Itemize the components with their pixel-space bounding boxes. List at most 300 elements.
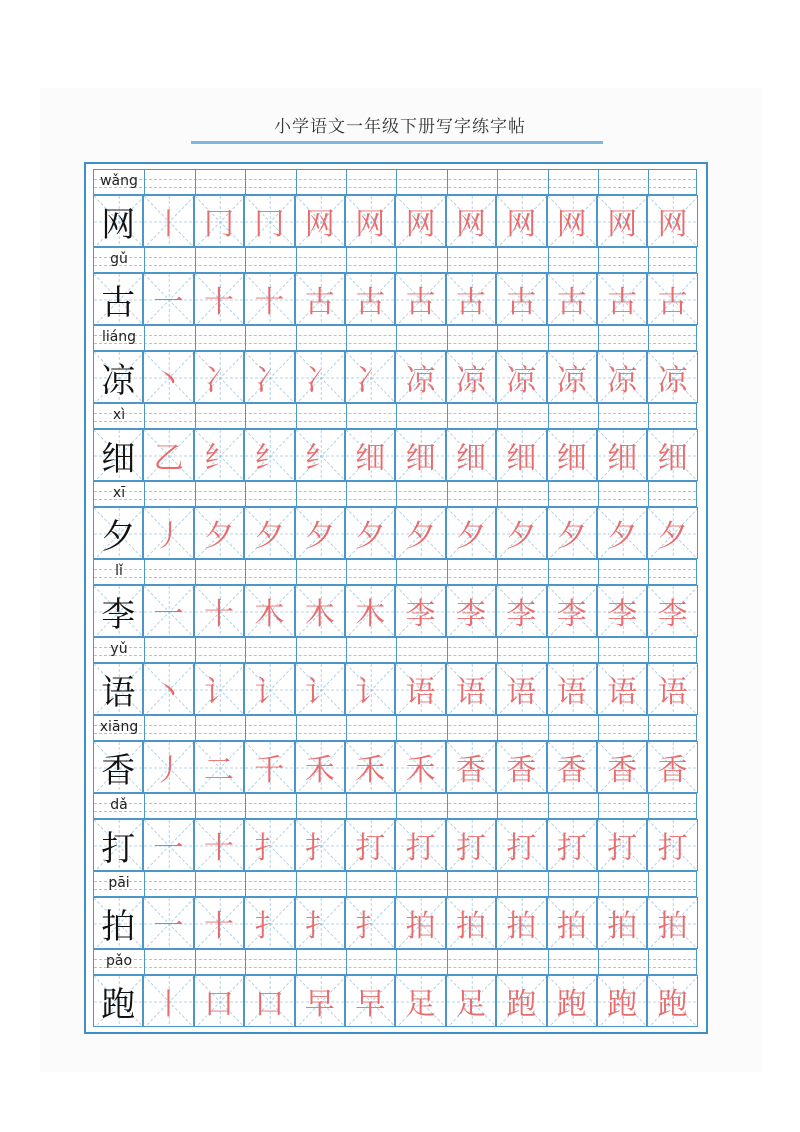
pinyin-column-divider xyxy=(548,794,549,818)
trace-character-cell[interactable] xyxy=(194,351,244,403)
trace-character-cell[interactable] xyxy=(597,819,647,871)
trace-character-cell[interactable] xyxy=(547,897,597,949)
trace-character-cell[interactable] xyxy=(194,585,244,637)
model-character-cell xyxy=(93,273,143,325)
trace-character-cell[interactable] xyxy=(345,507,395,559)
trace-character-cell[interactable] xyxy=(647,507,697,559)
trace-character-cell[interactable] xyxy=(647,585,697,637)
trace-character-cell[interactable] xyxy=(143,195,193,247)
stroke-order-character: 十 xyxy=(203,597,234,632)
trace-character-cell[interactable] xyxy=(647,741,697,793)
stroke-order-character: 打 xyxy=(506,831,537,866)
stroke-order-character: 一 xyxy=(153,285,184,320)
trace-character-cell[interactable] xyxy=(547,429,597,481)
trace-character-cell[interactable] xyxy=(446,507,496,559)
trace-character-cell[interactable] xyxy=(547,351,597,403)
trace-character-cell[interactable] xyxy=(446,663,496,715)
trace-character-cell[interactable] xyxy=(244,585,294,637)
trace-character-cell[interactable] xyxy=(143,819,193,871)
stroke-order-character: 香 xyxy=(455,753,486,788)
pinyin-column-divider xyxy=(346,794,347,818)
pinyin-column-divider xyxy=(245,794,246,818)
trace-character-cell[interactable] xyxy=(143,663,193,715)
pinyin-column-divider xyxy=(144,248,145,272)
stroke-order-character: 禾 xyxy=(405,753,436,788)
pinyin-column-divider xyxy=(548,950,549,974)
pinyin-column-divider xyxy=(144,482,145,506)
trace-character-cell[interactable] xyxy=(446,195,496,247)
pinyin-column-divider xyxy=(548,326,549,350)
pinyin-column-divider xyxy=(396,872,397,896)
pinyin-column-divider xyxy=(497,872,498,896)
pinyin-guide-line xyxy=(94,725,696,726)
trace-character-cell[interactable] xyxy=(143,273,193,325)
trace-character-cell[interactable] xyxy=(547,663,597,715)
trace-character-cell[interactable] xyxy=(647,351,697,403)
trace-character-cell[interactable] xyxy=(194,663,244,715)
trace-character-cell[interactable] xyxy=(143,897,193,949)
pinyin-guide-line xyxy=(94,187,696,188)
pinyin-band xyxy=(93,325,697,351)
trace-character-cell[interactable] xyxy=(395,507,445,559)
pinyin-column-divider xyxy=(245,716,246,740)
trace-character-cell[interactable] xyxy=(244,975,294,1027)
trace-character-cell[interactable] xyxy=(194,195,244,247)
trace-character-cell[interactable] xyxy=(496,585,546,637)
pinyin-column-divider xyxy=(195,638,196,662)
stroke-order-character: 十 xyxy=(203,909,234,944)
practice-row xyxy=(93,169,697,247)
pinyin-column-divider xyxy=(548,638,549,662)
pinyin-column-divider xyxy=(296,248,297,272)
pinyin-band xyxy=(93,793,697,819)
trace-character-cell[interactable] xyxy=(194,429,244,481)
stroke-order-character: 古 xyxy=(607,285,638,320)
trace-character-cell[interactable] xyxy=(295,897,345,949)
stroke-order-character: 细 xyxy=(455,441,486,476)
trace-character-cell[interactable] xyxy=(345,429,395,481)
trace-character-cell[interactable] xyxy=(547,195,597,247)
pinyin-guide-line xyxy=(94,491,696,492)
pinyin-column-divider xyxy=(598,794,599,818)
trace-character-cell[interactable] xyxy=(295,741,345,793)
pinyin-guide-line xyxy=(94,803,696,804)
pinyin-column-divider xyxy=(245,950,246,974)
pinyin-column-divider xyxy=(144,716,145,740)
stroke-order-character: 冫 xyxy=(203,363,234,398)
pinyin-column-divider xyxy=(396,248,397,272)
stroke-order-character: 凉 xyxy=(455,363,486,398)
pinyin-column-divider xyxy=(497,638,498,662)
trace-character-cell[interactable] xyxy=(194,897,244,949)
trace-character-cell[interactable] xyxy=(647,429,697,481)
trace-character-cell[interactable] xyxy=(143,429,193,481)
trace-character-cell[interactable] xyxy=(446,273,496,325)
trace-character-cell[interactable] xyxy=(446,429,496,481)
stroke-order-character: 语 xyxy=(506,675,537,710)
practice-row xyxy=(93,325,697,403)
stroke-order-character: 拍 xyxy=(506,909,537,944)
trace-character-cell[interactable] xyxy=(194,507,244,559)
pinyin-column-divider xyxy=(195,950,196,974)
trace-character-cell[interactable] xyxy=(345,585,395,637)
model-character: 跑 xyxy=(101,984,136,1025)
trace-character-cell[interactable] xyxy=(345,663,395,715)
trace-character-cell[interactable] xyxy=(345,195,395,247)
character-grid xyxy=(93,195,697,247)
trace-character-cell[interactable] xyxy=(647,897,697,949)
pinyin-column-divider xyxy=(144,326,145,350)
trace-character-cell[interactable] xyxy=(647,819,697,871)
pinyin-column-divider xyxy=(497,716,498,740)
pinyin-column-divider xyxy=(296,794,297,818)
stroke-order-character: 拍 xyxy=(657,909,688,944)
trace-character-cell[interactable] xyxy=(395,585,445,637)
trace-character-cell[interactable] xyxy=(547,819,597,871)
pinyin-guide-line xyxy=(94,179,696,180)
stroke-order-character: 古 xyxy=(506,285,537,320)
trace-character-cell[interactable] xyxy=(295,663,345,715)
trace-character-cell[interactable] xyxy=(496,429,546,481)
trace-character-cell[interactable] xyxy=(395,819,445,871)
pinyin-column-divider xyxy=(245,404,246,428)
pinyin-label: pāi xyxy=(108,875,130,891)
pinyin-column-divider xyxy=(648,560,649,584)
pinyin-label: lǐ xyxy=(115,563,123,579)
character-grid xyxy=(93,975,697,1027)
stroke-order-character: 早 xyxy=(355,987,386,1022)
trace-character-cell[interactable] xyxy=(143,351,193,403)
stroke-order-character: 细 xyxy=(607,441,638,476)
trace-character-cell[interactable] xyxy=(647,273,697,325)
pinyin-column-divider xyxy=(346,170,347,194)
pinyin-column-divider xyxy=(144,560,145,584)
stroke-order-character: 二 xyxy=(203,753,234,788)
trace-character-cell[interactable] xyxy=(194,975,244,1027)
stroke-order-character: 细 xyxy=(405,441,436,476)
pinyin-column-divider xyxy=(396,170,397,194)
pinyin-column-divider xyxy=(648,482,649,506)
stroke-order-character: 夕 xyxy=(304,519,335,554)
trace-character-cell[interactable] xyxy=(395,741,445,793)
trace-character-cell[interactable] xyxy=(496,975,546,1027)
pinyin-column-divider xyxy=(195,482,196,506)
trace-character-cell[interactable] xyxy=(547,585,597,637)
stroke-order-character: 木 xyxy=(355,597,386,632)
stroke-order-character: 跑 xyxy=(607,987,638,1022)
pinyin-guide-line xyxy=(94,413,696,414)
pinyin-column-divider xyxy=(396,638,397,662)
trace-character-cell[interactable] xyxy=(496,195,546,247)
trace-character-cell[interactable] xyxy=(295,273,345,325)
pinyin-guide-line xyxy=(94,811,696,812)
stroke-order-character: 夕 xyxy=(607,519,638,554)
trace-character-cell[interactable] xyxy=(345,897,395,949)
pinyin-column-divider xyxy=(396,794,397,818)
pinyin-column-divider xyxy=(245,248,246,272)
pinyin-column-divider xyxy=(497,482,498,506)
trace-character-cell[interactable] xyxy=(496,273,546,325)
trace-character-cell[interactable] xyxy=(345,741,395,793)
pinyin-column-divider xyxy=(648,326,649,350)
model-character: 打 xyxy=(101,828,136,869)
trace-character-cell[interactable] xyxy=(597,585,647,637)
model-character-cell xyxy=(93,663,143,715)
model-character-cell xyxy=(93,819,143,871)
trace-character-cell[interactable] xyxy=(345,273,395,325)
trace-character-cell[interactable] xyxy=(395,351,445,403)
trace-character-cell[interactable] xyxy=(395,897,445,949)
pinyin-column-divider xyxy=(548,482,549,506)
trace-character-cell[interactable] xyxy=(597,507,647,559)
stroke-order-character: 细 xyxy=(657,441,688,476)
pinyin-column-divider xyxy=(598,482,599,506)
stroke-order-character: 香 xyxy=(506,753,537,788)
trace-character-cell[interactable] xyxy=(395,429,445,481)
character-grid xyxy=(93,507,697,559)
pinyin-guide-line xyxy=(94,569,696,570)
stroke-order-character: 纟 xyxy=(203,441,234,476)
trace-character-cell[interactable] xyxy=(446,741,496,793)
trace-character-cell[interactable] xyxy=(446,351,496,403)
pinyin-column-divider xyxy=(548,170,549,194)
practice-sheet xyxy=(84,162,708,1034)
trace-character-cell[interactable] xyxy=(496,741,546,793)
trace-character-cell[interactable] xyxy=(295,975,345,1027)
trace-character-cell[interactable] xyxy=(395,273,445,325)
trace-character-cell[interactable] xyxy=(345,351,395,403)
character-grid xyxy=(93,585,697,637)
trace-character-cell[interactable] xyxy=(244,663,294,715)
pinyin-column-divider xyxy=(296,560,297,584)
page-title: 小学语文一年级下册写字练字帖 xyxy=(274,117,526,137)
trace-character-cell[interactable] xyxy=(597,975,647,1027)
trace-character-cell[interactable] xyxy=(597,429,647,481)
pinyin-column-divider xyxy=(497,248,498,272)
pinyin-column-divider xyxy=(346,404,347,428)
stroke-order-character: 一 xyxy=(153,597,184,632)
stroke-order-character: 语 xyxy=(455,675,486,710)
pinyin-column-divider xyxy=(245,638,246,662)
trace-character-cell[interactable] xyxy=(597,351,647,403)
trace-character-cell[interactable] xyxy=(496,897,546,949)
trace-character-cell[interactable] xyxy=(547,273,597,325)
pinyin-column-divider xyxy=(396,404,397,428)
trace-character-cell[interactable] xyxy=(446,975,496,1027)
trace-character-cell[interactable] xyxy=(194,273,244,325)
pinyin-column-divider xyxy=(548,716,549,740)
pinyin-column-divider xyxy=(598,404,599,428)
pinyin-guide-line xyxy=(94,647,696,648)
pinyin-column-divider xyxy=(296,482,297,506)
pinyin-column-divider xyxy=(497,560,498,584)
trace-character-cell[interactable] xyxy=(597,897,647,949)
stroke-order-character: 李 xyxy=(455,597,486,632)
pinyin-column-divider xyxy=(598,326,599,350)
pinyin-column-divider xyxy=(296,170,297,194)
trace-character-cell[interactable] xyxy=(345,819,395,871)
trace-character-cell[interactable] xyxy=(143,585,193,637)
trace-character-cell[interactable] xyxy=(295,507,345,559)
trace-character-cell[interactable] xyxy=(547,741,597,793)
pinyin-guide-line xyxy=(94,265,696,266)
character-grid xyxy=(93,273,697,325)
pinyin-column-divider xyxy=(245,326,246,350)
pinyin-column-divider xyxy=(598,638,599,662)
stroke-order-character: 足 xyxy=(455,987,486,1022)
model-character-cell xyxy=(93,585,143,637)
stroke-order-character: 打 xyxy=(355,831,386,866)
character-grid xyxy=(93,351,697,403)
pinyin-guide-line xyxy=(94,733,696,734)
stroke-order-character: 口 xyxy=(254,987,285,1022)
trace-character-cell[interactable] xyxy=(395,663,445,715)
pinyin-label: pǎo xyxy=(105,953,133,969)
pinyin-guide-line xyxy=(94,881,696,882)
stroke-order-character: 李 xyxy=(657,597,688,632)
stroke-order-character: 网 xyxy=(607,207,638,242)
trace-character-cell[interactable] xyxy=(244,897,294,949)
stroke-order-character: 丿 xyxy=(153,519,184,554)
pinyin-column-divider xyxy=(447,638,448,662)
trace-character-cell[interactable] xyxy=(244,429,294,481)
pinyin-column-divider xyxy=(396,950,397,974)
stroke-order-character: 夕 xyxy=(203,519,234,554)
pinyin-label: gǔ xyxy=(110,251,128,267)
trace-character-cell[interactable] xyxy=(496,507,546,559)
stroke-order-character: 千 xyxy=(254,753,285,788)
trace-character-cell[interactable] xyxy=(647,975,697,1027)
trace-character-cell[interactable] xyxy=(446,585,496,637)
trace-character-cell[interactable] xyxy=(143,507,193,559)
trace-character-cell[interactable] xyxy=(143,741,193,793)
trace-character-cell[interactable] xyxy=(143,975,193,1027)
pinyin-label: dǎ xyxy=(110,797,128,813)
pinyin-column-divider xyxy=(195,794,196,818)
trace-character-cell[interactable] xyxy=(597,273,647,325)
model-character: 李 xyxy=(101,594,136,635)
stroke-order-character: 跑 xyxy=(506,987,537,1022)
stroke-order-character: 丿 xyxy=(153,753,184,788)
stroke-order-character: 细 xyxy=(506,441,537,476)
pinyin-column-divider xyxy=(648,872,649,896)
stroke-order-character: 打 xyxy=(405,831,436,866)
stroke-order-character: 扌 xyxy=(254,909,285,944)
pinyin-column-divider xyxy=(396,560,397,584)
trace-character-cell[interactable] xyxy=(194,741,244,793)
trace-character-cell[interactable] xyxy=(446,897,496,949)
pinyin-band xyxy=(93,559,697,585)
trace-character-cell[interactable] xyxy=(496,663,546,715)
stroke-order-character: 网 xyxy=(405,207,436,242)
practice-row xyxy=(93,559,697,637)
model-character: 语 xyxy=(101,672,136,713)
trace-character-cell[interactable] xyxy=(295,429,345,481)
stroke-order-character: 古 xyxy=(405,285,436,320)
stroke-order-character: 语 xyxy=(556,675,587,710)
stroke-order-character: 网 xyxy=(657,207,688,242)
stroke-order-character: 古 xyxy=(455,285,486,320)
model-character-cell xyxy=(93,195,143,247)
stroke-order-character: 细 xyxy=(556,441,587,476)
model-character-cell xyxy=(93,897,143,949)
trace-character-cell[interactable] xyxy=(295,195,345,247)
trace-character-cell[interactable] xyxy=(496,351,546,403)
stroke-order-character: 拍 xyxy=(556,909,587,944)
pinyin-column-divider xyxy=(296,950,297,974)
pinyin-column-divider xyxy=(195,716,196,740)
pinyin-column-divider xyxy=(195,248,196,272)
pinyin-guide-line xyxy=(94,889,696,890)
trace-character-cell[interactable] xyxy=(295,585,345,637)
trace-character-cell[interactable] xyxy=(244,819,294,871)
pinyin-label: yǔ xyxy=(110,641,128,657)
pinyin-column-divider xyxy=(648,794,649,818)
practice-row xyxy=(93,637,697,715)
stroke-order-character: 讠 xyxy=(254,675,285,710)
stroke-order-character: 足 xyxy=(405,987,436,1022)
stroke-order-character: 古 xyxy=(355,285,386,320)
stroke-order-character: 凉 xyxy=(556,363,587,398)
pinyin-band xyxy=(93,247,697,273)
stroke-order-character: 李 xyxy=(607,597,638,632)
trace-character-cell[interactable] xyxy=(547,507,597,559)
model-character: 拍 xyxy=(101,906,136,947)
model-character: 网 xyxy=(101,204,136,245)
stroke-order-character: 凉 xyxy=(405,363,436,398)
trace-character-cell[interactable] xyxy=(647,195,697,247)
trace-character-cell[interactable] xyxy=(597,663,647,715)
stroke-order-character: 禾 xyxy=(355,753,386,788)
stroke-order-character: 打 xyxy=(556,831,587,866)
stroke-order-character: 古 xyxy=(304,285,335,320)
practice-row xyxy=(93,949,697,1027)
pinyin-column-divider xyxy=(346,482,347,506)
trace-character-cell[interactable] xyxy=(345,975,395,1027)
pinyin-column-divider xyxy=(447,248,448,272)
trace-character-cell[interactable] xyxy=(395,195,445,247)
stroke-order-character: 一 xyxy=(153,831,184,866)
pinyin-column-divider xyxy=(598,248,599,272)
trace-character-cell[interactable] xyxy=(244,195,294,247)
pinyin-column-divider xyxy=(548,560,549,584)
trace-character-cell[interactable] xyxy=(647,663,697,715)
trace-character-cell[interactable] xyxy=(597,195,647,247)
pinyin-column-divider xyxy=(144,404,145,428)
pinyin-column-divider xyxy=(396,482,397,506)
trace-character-cell[interactable] xyxy=(446,819,496,871)
pinyin-column-divider xyxy=(648,404,649,428)
trace-character-cell[interactable] xyxy=(244,507,294,559)
pinyin-column-divider xyxy=(598,950,599,974)
trace-character-cell[interactable] xyxy=(244,351,294,403)
pinyin-column-divider xyxy=(497,170,498,194)
trace-character-cell[interactable] xyxy=(244,273,294,325)
trace-character-cell[interactable] xyxy=(496,819,546,871)
pinyin-column-divider xyxy=(346,716,347,740)
pinyin-column-divider xyxy=(144,872,145,896)
stroke-order-character: 李 xyxy=(556,597,587,632)
pinyin-band xyxy=(93,715,697,741)
trace-character-cell[interactable] xyxy=(395,975,445,1027)
trace-character-cell[interactable] xyxy=(295,351,345,403)
trace-character-cell[interactable] xyxy=(244,741,294,793)
trace-character-cell[interactable] xyxy=(194,819,244,871)
trace-character-cell[interactable] xyxy=(597,741,647,793)
stroke-order-character: 网 xyxy=(506,207,537,242)
trace-character-cell[interactable] xyxy=(547,975,597,1027)
trace-character-cell[interactable] xyxy=(295,819,345,871)
